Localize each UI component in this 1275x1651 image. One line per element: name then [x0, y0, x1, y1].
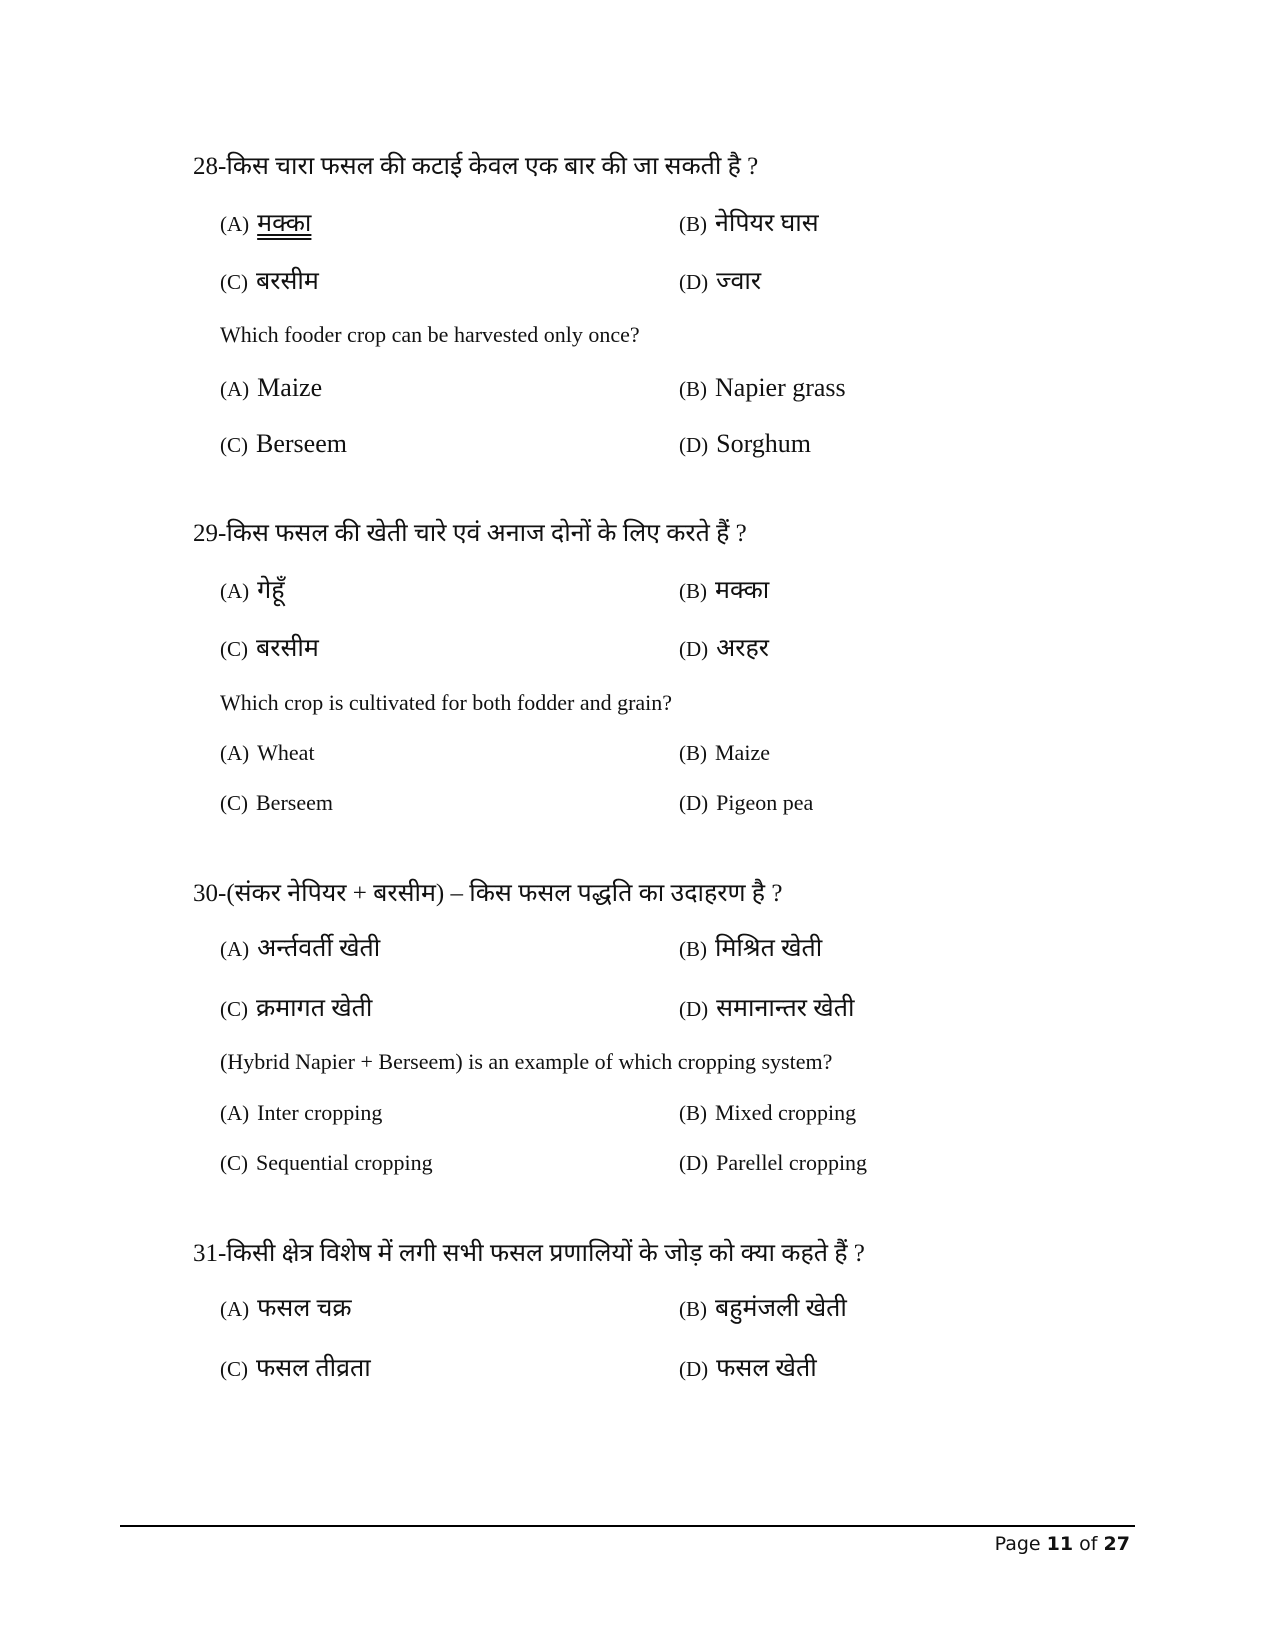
option-c-hindi: (C) क्रमागत खेती	[220, 995, 373, 1022]
question-hindi: 28-किस चारा फसल की कटाई केवल एक बार की जा सकती है ?	[193, 153, 759, 180]
option-c-hindi: (C) फसल तीव्रता	[220, 1355, 371, 1382]
option-d-hindi: (D) फसल खेती	[679, 1355, 817, 1382]
question-hindi: 29-किस फसल की खेती चारे एवं अनाज दोनों के लिए करते हैं ?	[193, 520, 747, 547]
option-b-english: (B) Napier grass	[679, 373, 846, 402]
option-a-english: (A) Maize	[220, 373, 323, 402]
question-english: Which crop is cultivated for both fodder and grain?	[220, 690, 673, 715]
option-d-english: (D) Sorghum	[679, 429, 812, 458]
option-d-english: (D) Pigeon pea	[679, 790, 814, 815]
option-d-english: (D) Parellel cropping	[679, 1150, 868, 1175]
option-a-hindi: (A) मक्का	[220, 210, 312, 237]
option-b-english: (B) Maize	[679, 740, 770, 765]
option-a-hindi: (A) गेहूँ	[220, 577, 285, 604]
option-b-hindi: (B) मक्का	[679, 577, 770, 604]
option-c-english: (C) Berseem	[220, 790, 333, 815]
option-c-hindi: (C) बरसीम	[220, 635, 319, 662]
option-b-hindi: (B) बहुमंजली खेती	[679, 1295, 847, 1322]
option-c-english: (C) Sequential cropping	[220, 1150, 433, 1175]
page-number: Page 11 of 27	[994, 1533, 1130, 1555]
option-c-hindi: (C) बरसीम	[220, 268, 319, 295]
question-english: Which fooder crop can be harvested only once?	[220, 322, 640, 347]
option-d-hindi: (D) समानान्तर खेती	[679, 995, 855, 1022]
option-b-english: (B) Mixed cropping	[679, 1100, 857, 1125]
option-d-hindi: (D) ज्वार	[679, 268, 762, 295]
option-b-hindi: (B) नेपियर घास	[679, 210, 819, 237]
option-b-hindi: (B) मिश्रित खेती	[679, 935, 823, 962]
option-a-hindi: (A) फसल चक्र	[220, 1295, 352, 1322]
option-a-english: (A) Wheat	[220, 740, 315, 765]
option-a-english: (A) Inter cropping	[220, 1100, 383, 1125]
option-a-hindi: (A) अर्न्तवर्ती खेती	[220, 935, 381, 962]
option-d-hindi: (D) अरहर	[679, 635, 769, 662]
question-hindi: 31-किसी क्षेत्र विशेष में लगी सभी फसल प्रणालियों के जोड़ को क्या कहते हैं ?	[193, 1240, 865, 1267]
question-english: (Hybrid Napier + Berseem) is an example of which cropping system?	[220, 1049, 833, 1074]
option-c-english: (C) Berseem	[220, 429, 347, 458]
footer-divider	[120, 1525, 1135, 1527]
question-hindi: 30-(संकर नेपियर + बरसीम) – किस फसल पद्धति का उदाहरण है ?	[193, 880, 783, 907]
